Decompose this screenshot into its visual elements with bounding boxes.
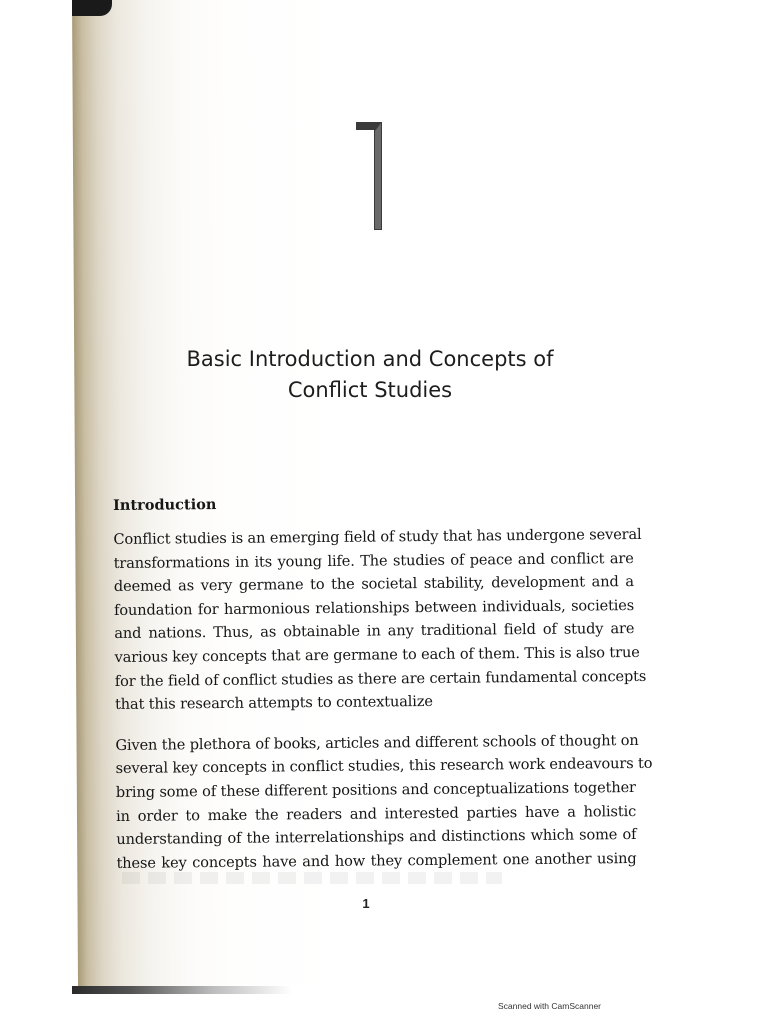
chapter-title-line-2: Conflict Studies xyxy=(287,378,453,402)
paragraph-line: and nations. Thus, as obtainable in any traditional field of study are xyxy=(114,620,635,643)
paragraph-line: foundation for harmonious relationships between individuals, societies xyxy=(114,596,635,619)
paragraph-line: understanding of the interrelationships and distinctions which some of xyxy=(116,826,637,849)
paragraph-line: several key concepts in conflict studies, this research work endeavours to xyxy=(115,755,653,778)
paragraph-line: Given the plethora of books, articles and different schools of thought on xyxy=(115,731,639,754)
paragraph-line: Conflict studies is an emerging field of study that has undergone several xyxy=(113,525,642,548)
paragraph-line: for the field of conflict studies as there are certain fundamental concepts xyxy=(114,667,647,690)
section-heading: Introduction xyxy=(113,496,217,514)
page-bottom-edge xyxy=(72,986,696,994)
paragraph-line: various key concepts that are germane to each of them. This is also true xyxy=(114,643,640,666)
paragraph-line: these key concepts have and how they complement one another using xyxy=(116,849,637,872)
body-text xyxy=(113,489,653,892)
paragraph-line: in order to make the readers and interested parties have a holistic xyxy=(116,802,637,825)
paragraph-line: bring some of these different positions and conceptualizations together xyxy=(115,778,636,801)
show-through-text xyxy=(122,872,502,884)
chapter-title xyxy=(150,344,590,406)
paragraph-line: deemed as very germane to the societal stability, development and a xyxy=(113,573,634,596)
chapter-title-line-1: Basic Introduction and Concepts of xyxy=(186,347,554,371)
page-number: 1 xyxy=(362,896,370,911)
paragraph-1 xyxy=(113,523,647,717)
page-corner-shadow xyxy=(72,0,112,16)
chapter-numeral-glyph xyxy=(352,120,388,232)
paragraph-line: transformations in its young life. The studies of peace and conflict are xyxy=(113,549,634,572)
paragraph-2 xyxy=(115,729,653,876)
paragraph-line: that this research attempts to contextualize xyxy=(114,693,433,714)
scanner-watermark: Scanned with CamScanner xyxy=(498,1001,602,1011)
